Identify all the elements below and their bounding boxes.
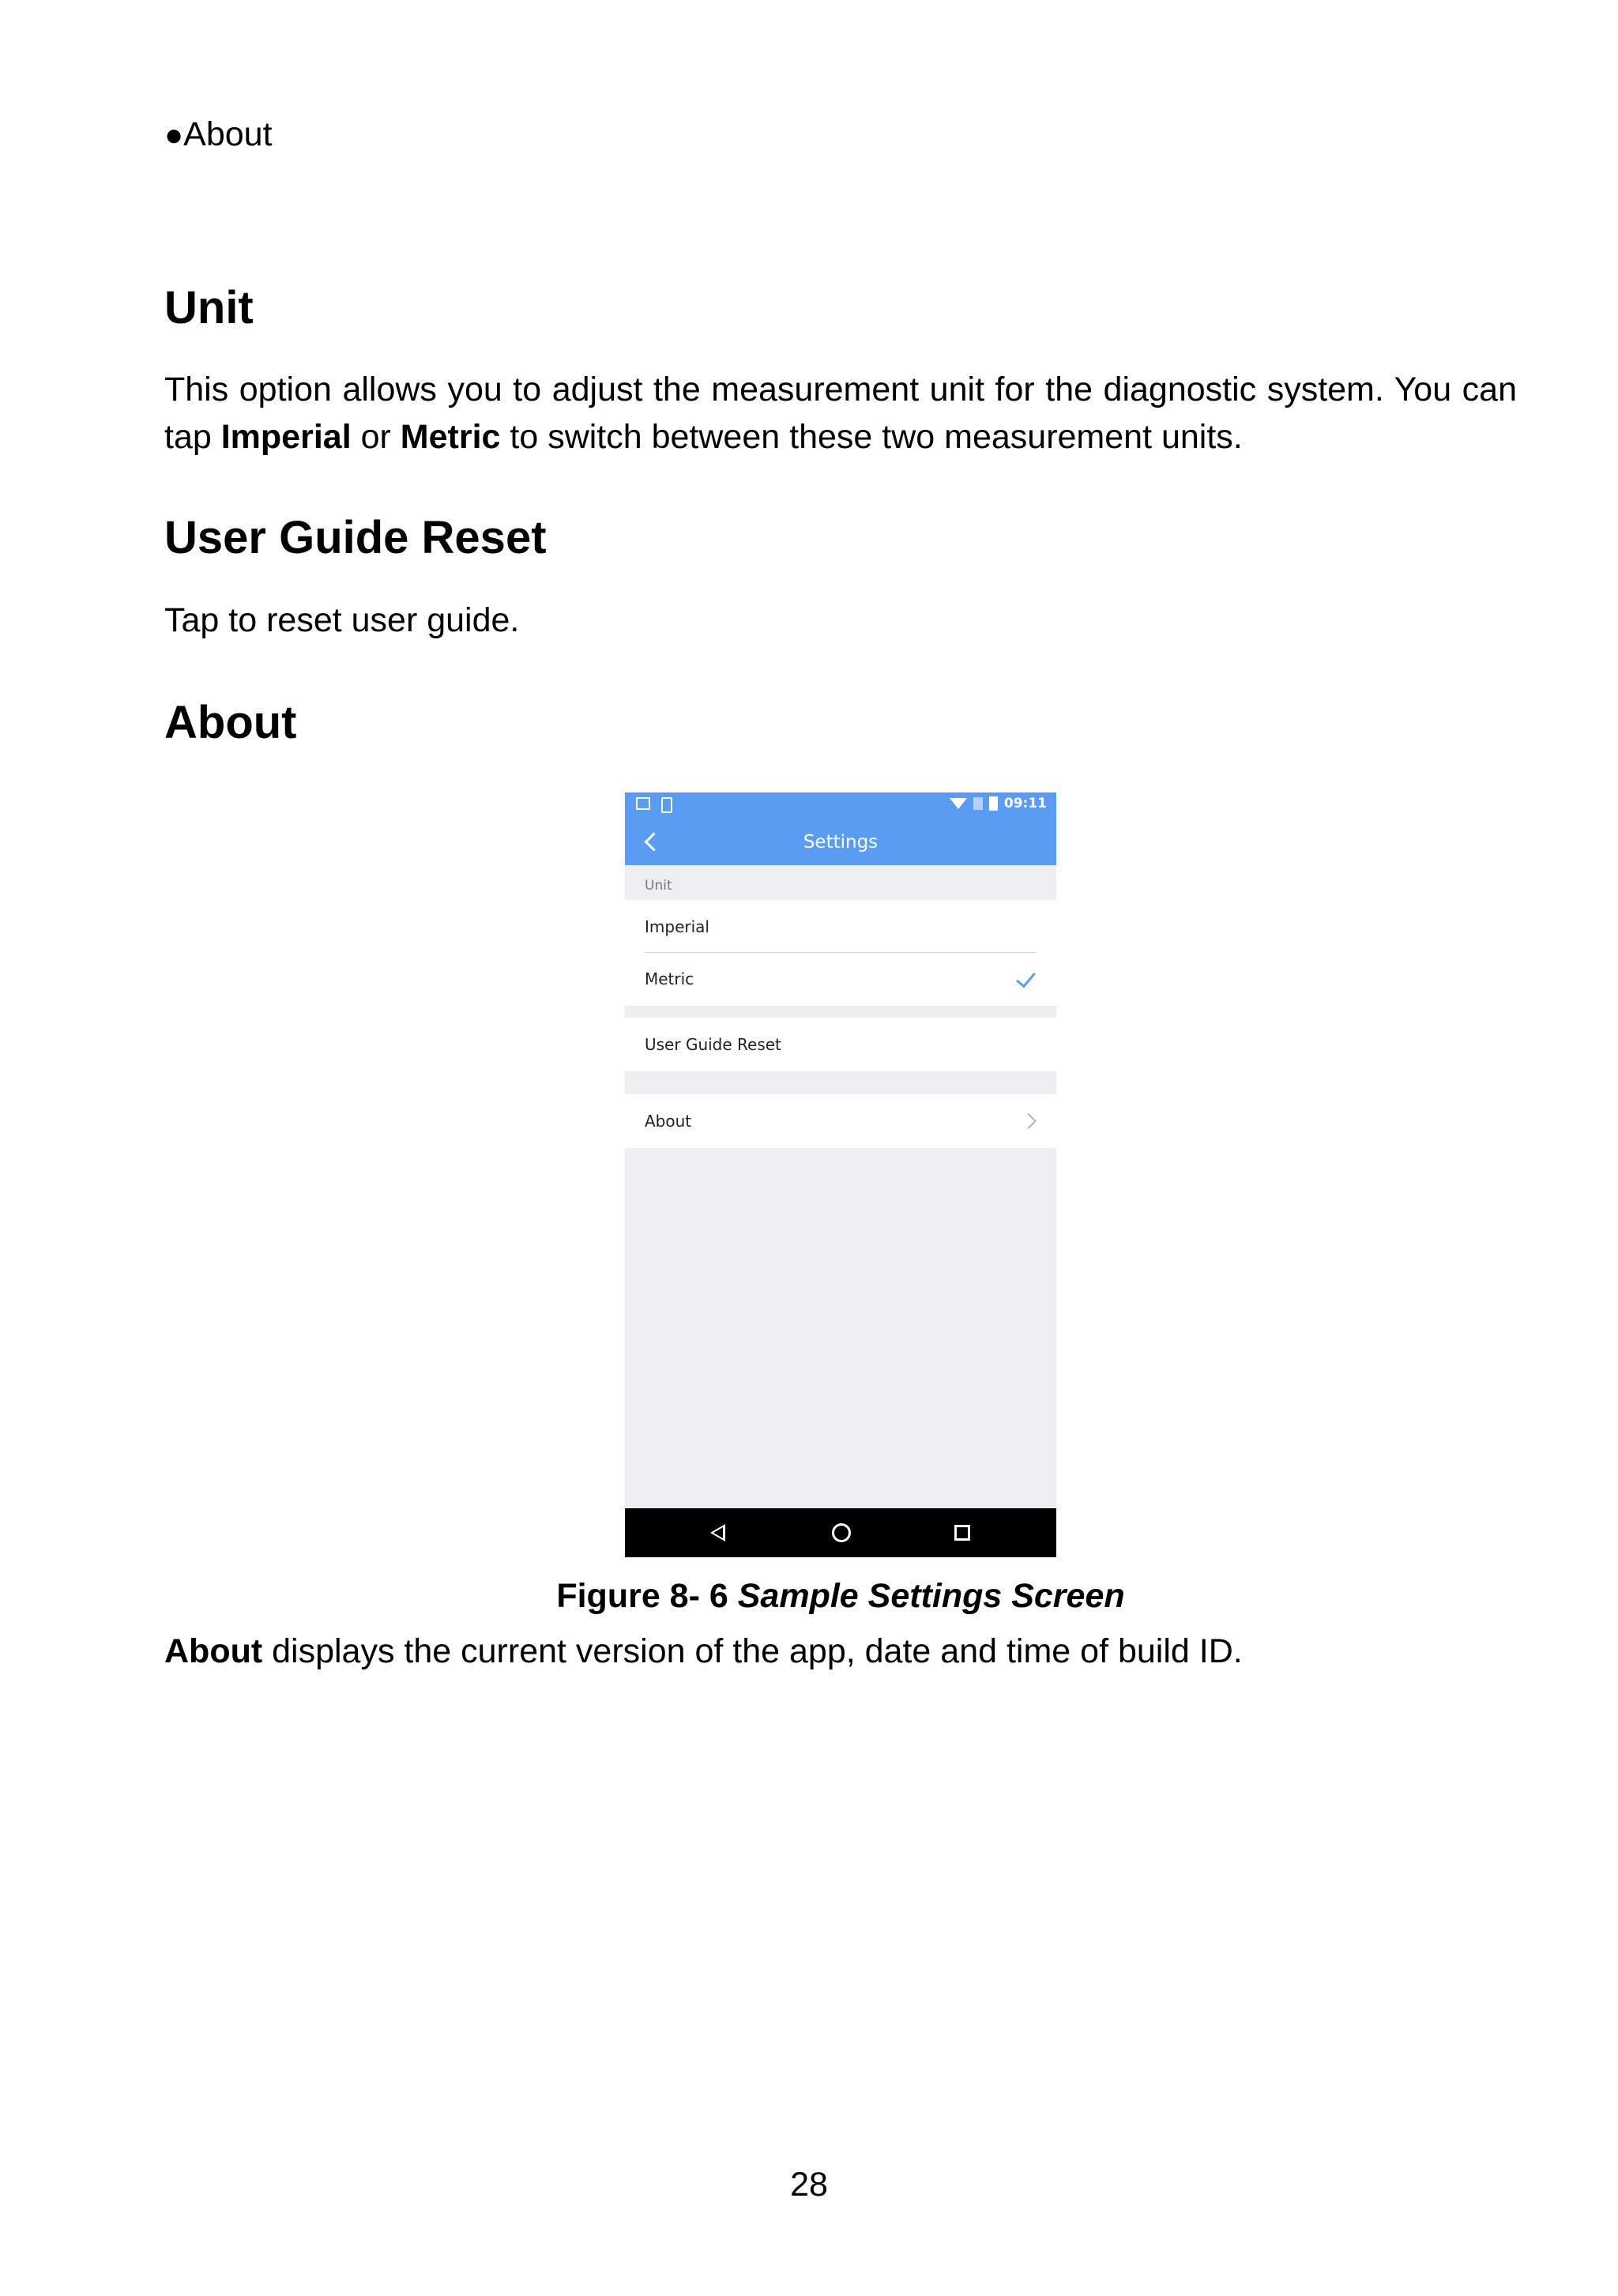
nav-home-icon[interactable] xyxy=(832,1523,851,1542)
sim-icon xyxy=(973,797,983,810)
bullet-item-about xyxy=(164,111,273,159)
settings-screenshot xyxy=(625,792,1056,1557)
about-paragraph xyxy=(164,1628,1517,1675)
unit-paragraph xyxy=(164,366,1517,461)
option-imperial-label: Imperial xyxy=(645,917,709,936)
screen-title: Settings xyxy=(803,832,879,853)
figure-title: Sample Settings Screen xyxy=(737,1577,1125,1615)
nav-back-icon[interactable] xyxy=(710,1524,725,1541)
option-imperial[interactable] xyxy=(625,900,1056,952)
bullet-dot: ● xyxy=(164,118,184,152)
unit-metric-bold: Metric xyxy=(400,418,501,456)
heading-unit: Unit xyxy=(164,282,254,333)
unit-options-group xyxy=(625,900,1056,1006)
about-row[interactable] xyxy=(625,1094,1056,1148)
section-label-unit: Unit xyxy=(645,878,672,894)
user-guide-reset-paragraph: Tap to reset user guide. xyxy=(164,601,520,639)
unit-text-1: This option allows you to adjust the measurement unit for the diagnostic system. You can tap xyxy=(164,371,1517,456)
unit-text-2: to switch between these two measurement units. xyxy=(500,418,1243,456)
app-bar xyxy=(625,792,1056,865)
heading-about: About xyxy=(164,697,297,748)
battery-icon xyxy=(989,796,998,811)
about-label: About xyxy=(645,1112,692,1131)
about-text: displays the current version of the app, date and time of build ID. xyxy=(262,1632,1243,1670)
user-guide-reset-row[interactable] xyxy=(625,1018,1056,1071)
image-notification-icon xyxy=(636,797,650,810)
unit-imperial-bold: Imperial xyxy=(220,418,352,456)
wifi-icon xyxy=(950,798,967,809)
figure-number: Figure 8- 6 xyxy=(556,1577,738,1615)
heading-user-guide-reset: User Guide Reset xyxy=(164,512,547,563)
option-metric[interactable] xyxy=(625,953,1056,1006)
unit-text-or: or xyxy=(351,418,401,456)
user-guide-reset-label: User Guide Reset xyxy=(645,1035,781,1054)
page-number: 28 xyxy=(790,2166,828,2204)
nav-recent-apps-icon[interactable] xyxy=(954,1525,970,1541)
navigation-bar xyxy=(625,1508,1056,1557)
status-time: 09:11 xyxy=(1003,796,1047,811)
about-bold: About xyxy=(164,1632,263,1670)
checkmark-icon xyxy=(1016,968,1036,988)
status-bar xyxy=(625,792,1056,819)
bullet-text: About xyxy=(183,115,273,153)
figure-caption xyxy=(164,1572,1517,1620)
option-metric-label: Metric xyxy=(645,969,694,988)
chevron-right-icon xyxy=(1021,1113,1037,1129)
device-notification-icon xyxy=(661,797,672,813)
